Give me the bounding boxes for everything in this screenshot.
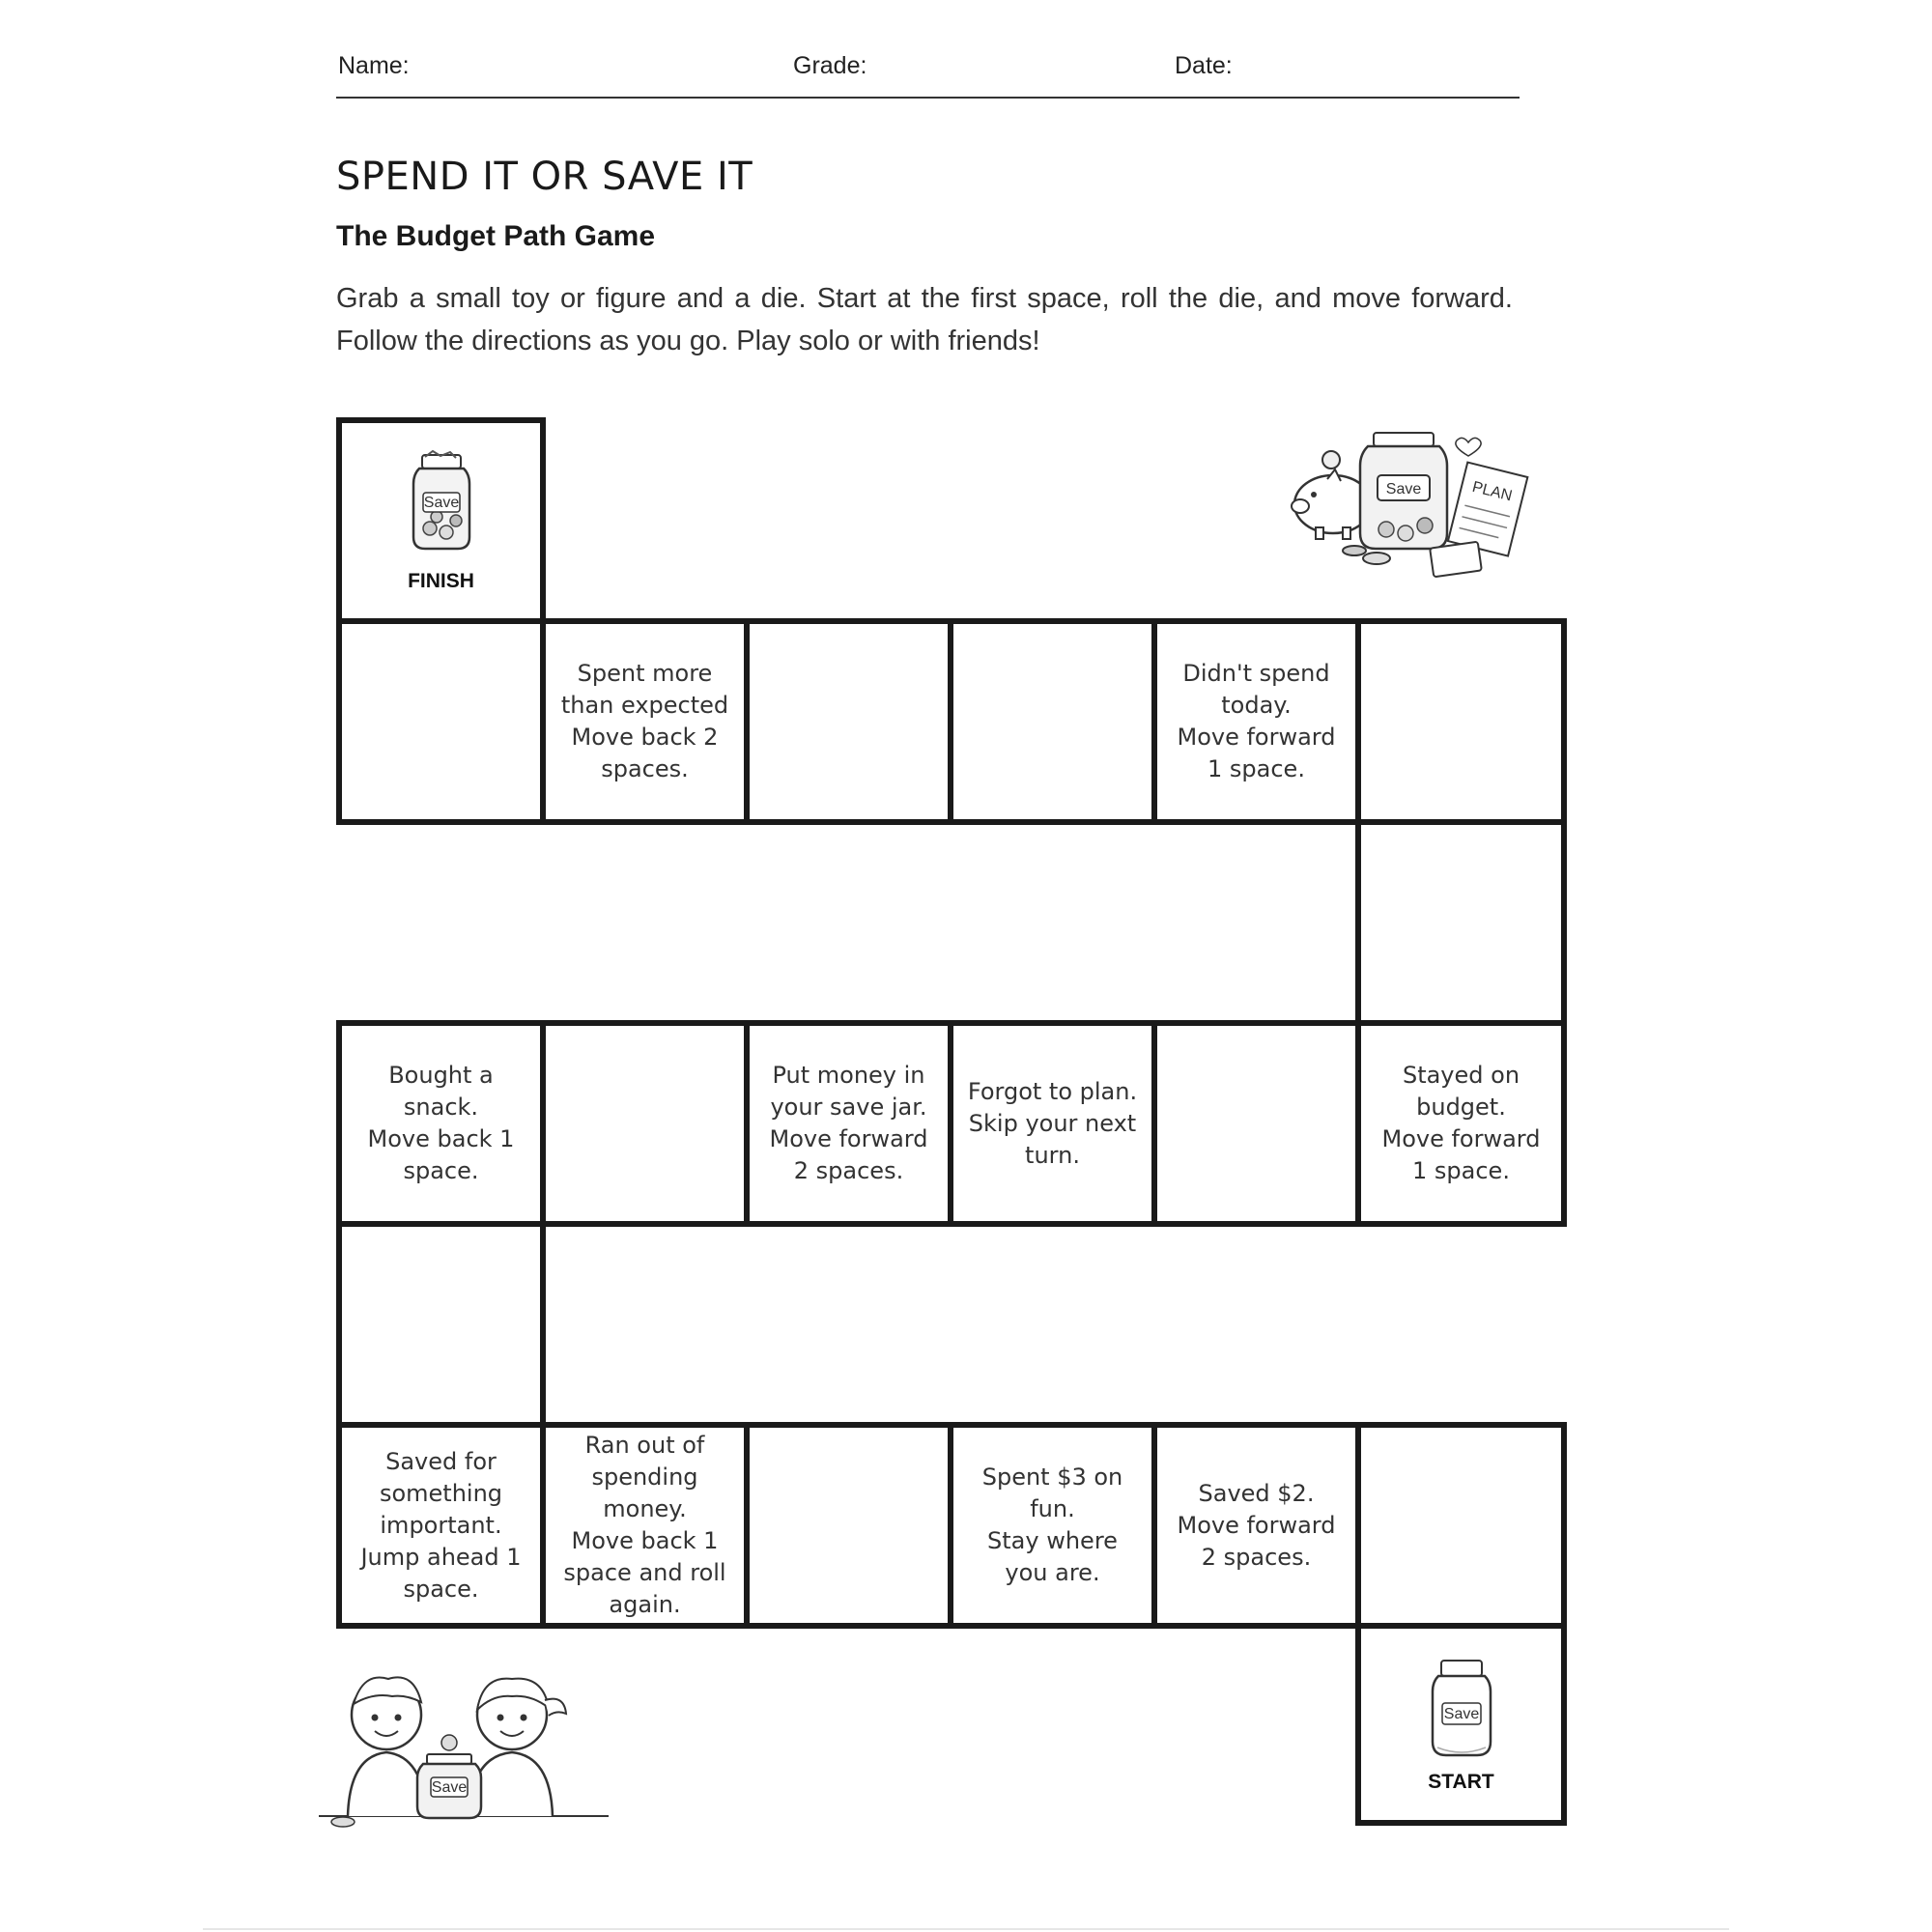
board-space[interactable] bbox=[744, 1422, 953, 1629]
date-field[interactable] bbox=[1254, 52, 1515, 87]
space-text: Put money in your save jar. Move forward 2 spaces. bbox=[769, 1062, 928, 1184]
finish-space[interactable] bbox=[336, 417, 546, 624]
page-title: SPEND IT OR SAVE IT bbox=[336, 155, 753, 199]
space-text: Ran out of spending money. Move back 1 space and roll again. bbox=[563, 1432, 726, 1618]
space-text: Spent $3 on fun. Stay where you are. bbox=[981, 1463, 1123, 1586]
board-space[interactable] bbox=[540, 1422, 750, 1629]
empty-jar-icon bbox=[1418, 1655, 1505, 1771]
save-jar-icon bbox=[398, 449, 485, 570]
board-space[interactable] bbox=[1355, 618, 1567, 825]
page-subtitle: The Budget Path Game bbox=[336, 220, 656, 252]
name-field[interactable] bbox=[423, 52, 771, 87]
board-space[interactable] bbox=[1355, 1422, 1567, 1629]
header-row bbox=[336, 52, 1520, 99]
board-space[interactable] bbox=[336, 1422, 546, 1629]
board-space[interactable] bbox=[948, 1422, 1157, 1629]
space-text: Saved $2. Move forward 2 spaces. bbox=[1177, 1479, 1336, 1571]
board-space[interactable] bbox=[744, 1020, 953, 1227]
board-space[interactable] bbox=[540, 618, 750, 825]
svg-text:Save: Save bbox=[423, 494, 459, 511]
svg-text:Save: Save bbox=[1443, 1706, 1479, 1722]
board-space[interactable] bbox=[1151, 1422, 1361, 1629]
board-space[interactable] bbox=[744, 618, 953, 825]
kids-saving-illustration bbox=[319, 1662, 609, 1850]
board-space[interactable] bbox=[336, 1020, 546, 1227]
page-divider bbox=[203, 1928, 1729, 1930]
start-space[interactable] bbox=[1355, 1623, 1567, 1826]
start-label: START bbox=[1428, 1771, 1494, 1793]
board-space[interactable] bbox=[948, 1020, 1157, 1227]
space-text: Bought a snack. Move back 1 space. bbox=[367, 1062, 515, 1184]
svg-text:PLAN: PLAN bbox=[1470, 478, 1514, 505]
savings-plan-illustration bbox=[1285, 425, 1536, 580]
board-space[interactable] bbox=[1355, 1020, 1567, 1227]
date-label: Date: bbox=[1175, 52, 1233, 79]
board-space[interactable] bbox=[1151, 618, 1361, 825]
board-space[interactable] bbox=[540, 1020, 750, 1227]
name-label: Name: bbox=[338, 52, 410, 79]
space-text: Spent more than expected Move back 2 spaces. bbox=[560, 660, 729, 782]
board-space[interactable] bbox=[1151, 1020, 1361, 1227]
board-space[interactable] bbox=[948, 618, 1157, 825]
svg-text:Save: Save bbox=[1385, 481, 1422, 497]
grade-field[interactable] bbox=[880, 52, 1170, 87]
space-text: Didn't spend today. Move forward 1 space. bbox=[1177, 660, 1336, 782]
instructions-text: Grab a small toy or figure and a die. Start at the first space, roll the die, and move forward. Follow the directions as you go. Play solo or with friends! bbox=[336, 283, 1513, 356]
finish-label: FINISH bbox=[408, 569, 474, 592]
space-text: Forgot to plan. Skip your next turn. bbox=[967, 1077, 1138, 1169]
space-text: Stayed on budget. Move forward 1 space. bbox=[1381, 1062, 1541, 1184]
board-space[interactable] bbox=[336, 1221, 546, 1428]
board-space[interactable] bbox=[336, 618, 546, 825]
grade-label: Grade: bbox=[793, 52, 867, 79]
board-space[interactable] bbox=[1355, 819, 1567, 1026]
svg-text:Save: Save bbox=[431, 1779, 468, 1796]
space-text: Saved for something important. Jump ahead 1 space. bbox=[360, 1447, 522, 1603]
